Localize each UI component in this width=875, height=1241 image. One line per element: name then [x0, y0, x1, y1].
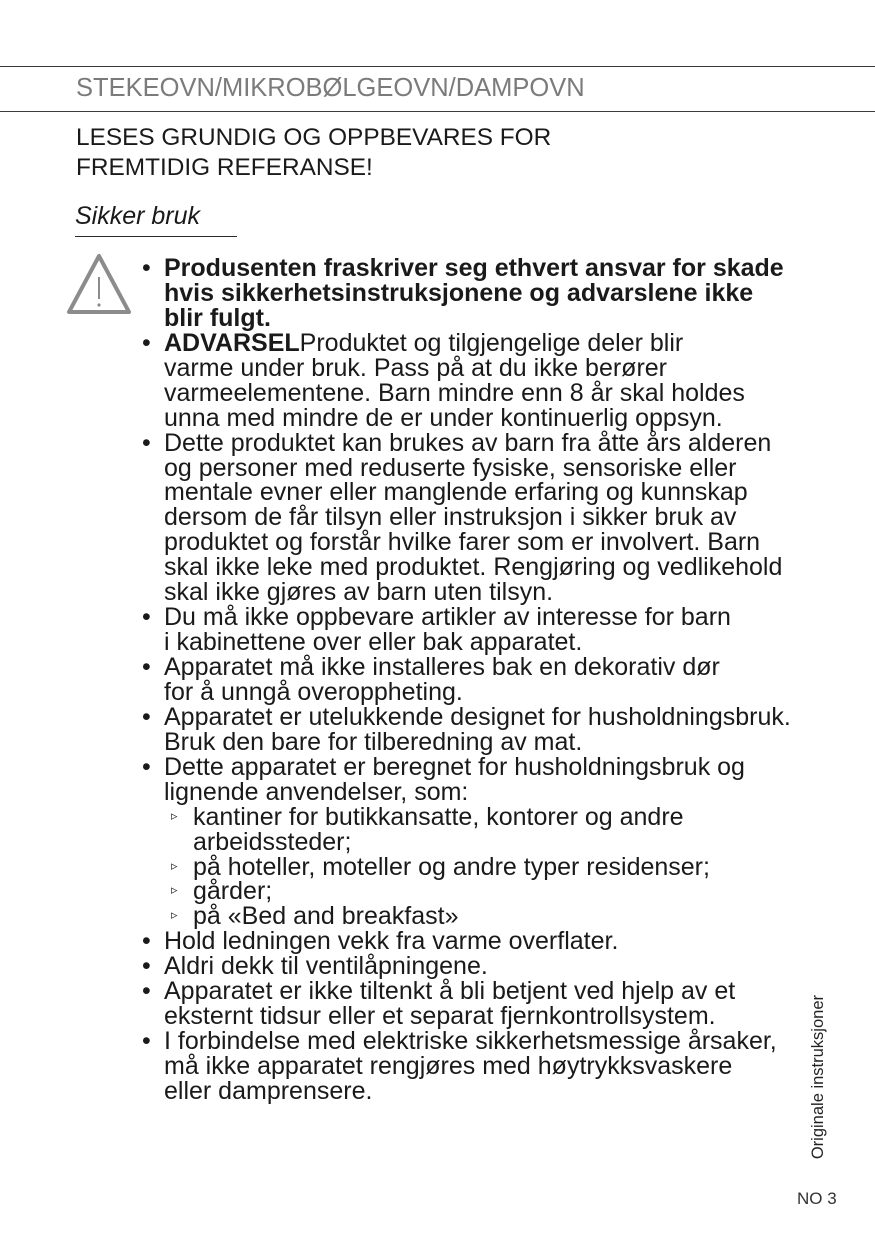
bullet-icon: •	[142, 752, 151, 781]
triangle-bullet-icon: ▹	[171, 908, 178, 924]
intro-heading	[76, 123, 551, 183]
bullet-icon: •	[142, 653, 151, 681]
text-line: gårder;	[193, 877, 273, 906]
text-line: må ikke apparatet rengjøres med høytrykksvaskere	[164, 1052, 733, 1080]
text-line: varmeelementene. Barn mindre enn 8 år skal holdes	[164, 378, 745, 407]
text-line: mentale evner eller manglende erfaring og kunnskap	[164, 478, 748, 507]
list-item	[0, 328, 875, 432]
sub-list-item	[171, 877, 875, 906]
text-line: i kabinettene over eller bak apparatet.	[164, 628, 583, 657]
safety-instructions-list	[0, 256, 875, 1104]
bullet-icon: •	[142, 328, 151, 357]
text-line	[164, 328, 875, 357]
text-line: skal ikke gjøres av barn uten tilsyn.	[164, 578, 554, 607]
section-title-underline	[75, 236, 237, 237]
page-number: NO 3	[797, 1189, 837, 1208]
text-line: eksternt tidsur eller et separat fjernkontrollsystem.	[164, 1002, 716, 1031]
bullet-icon: •	[142, 428, 151, 457]
sub-list-item	[171, 852, 875, 881]
bullet-icon: •	[142, 702, 151, 731]
list-item	[0, 1029, 875, 1104]
text-line: arbeidssteder;	[193, 827, 352, 856]
list-item	[0, 702, 875, 756]
text-line: produktet og forstår hvilke farer som er involvert. Barn	[164, 528, 761, 557]
list-item	[0, 256, 875, 331]
bullet-icon: •	[142, 952, 151, 981]
text-line: blir fulgt.	[164, 303, 271, 332]
sub-list-item	[171, 902, 875, 931]
text-line: varme under bruk. Pass på at du ikke berører	[164, 353, 668, 382]
text-line: Bruk den bare for tilberedning av mat.	[164, 727, 583, 756]
text-line: på «Bed and breakfast»	[193, 902, 459, 931]
text-line: I forbindelse med elektriske sikkerhetsmessige årsaker,	[164, 1027, 777, 1056]
text-line: unna med mindre de er under kontinuerlig oppsyn.	[164, 403, 723, 432]
text-line: hvis sikkerhetsinstruksjonene og advarslene ikke	[164, 278, 754, 307]
list-item	[0, 655, 875, 705]
sub-list-item	[171, 802, 875, 856]
bullet-icon: •	[142, 927, 151, 956]
text-line: dersom de får tilsyn eller instruksjon i sikker bruk av	[164, 503, 737, 532]
text-line: Aldri dekk til ventilåpningene.	[164, 952, 488, 981]
triangle-bullet-icon: ▹	[171, 858, 178, 874]
text-line: eller damprensere.	[164, 1076, 373, 1105]
warning-label: ADVARSEL	[164, 328, 300, 357]
text-line: Hold ledningen vekk fra varme overflater.	[164, 927, 619, 956]
list-item	[0, 752, 875, 931]
triangle-bullet-icon: ▹	[171, 883, 178, 899]
text-line: lignende anvendelser, som:	[164, 777, 469, 806]
text-line: for å unngå overoppheting.	[164, 677, 463, 706]
list-item	[0, 979, 875, 1029]
intro-heading-line: FREMTIDIG REFERANSE!	[76, 154, 373, 181]
text-line: Produsenten fraskriver seg ethvert ansvar for skade	[164, 254, 784, 282]
text-line: Apparatet må ikke installeres bak en dekorativ dør	[164, 653, 720, 681]
text-line: Dette produktet kan brukes av barn fra åtte års alderen	[164, 428, 772, 457]
bullet-icon: •	[142, 254, 151, 282]
text-line-content: Produktet og tilgjengelige deler blir	[299, 328, 684, 357]
text-line: på hoteller, moteller og andre typer residenser;	[193, 852, 710, 881]
intro-heading-line: LESES GRUNDIG OG OPPBEVARES FOR	[76, 124, 552, 151]
header-rule-top	[0, 66, 875, 67]
list-item	[0, 954, 875, 979]
text-line: Du må ikke oppbevare artikler av interesse for barn	[164, 603, 731, 632]
list-item	[0, 428, 875, 607]
list-item	[0, 605, 875, 655]
text-line: Apparatet er ikke tiltenkt å bli betjent ved hjelp av et	[164, 977, 736, 1006]
header-rule-bottom	[0, 111, 875, 112]
document-header-title: STEKEOVN/MIKROBØLGEOVN/DAMPOVN	[76, 74, 585, 102]
text-line: og personer med reduserte fysiske, sensoriske eller	[164, 453, 737, 482]
text-line: skal ikke leke med produktet. Rengjøring og vedlikehold	[164, 553, 783, 582]
side-label: Originale instruksjoner	[809, 995, 827, 1160]
text-line: Dette apparatet er beregnet for husholdningsbruk og	[164, 752, 745, 781]
list-item	[0, 929, 875, 954]
bullet-icon: •	[142, 977, 151, 1006]
bullet-icon: •	[142, 1027, 151, 1056]
text-line: Apparatet er utelukkende designet for husholdningsbruk.	[164, 702, 791, 731]
triangle-bullet-icon: ▹	[171, 808, 178, 824]
bullet-icon: •	[142, 603, 151, 632]
section-title: Sikker bruk	[75, 202, 201, 230]
text-line: kantiner for butikkansatte, kontorer og andre	[193, 802, 684, 831]
